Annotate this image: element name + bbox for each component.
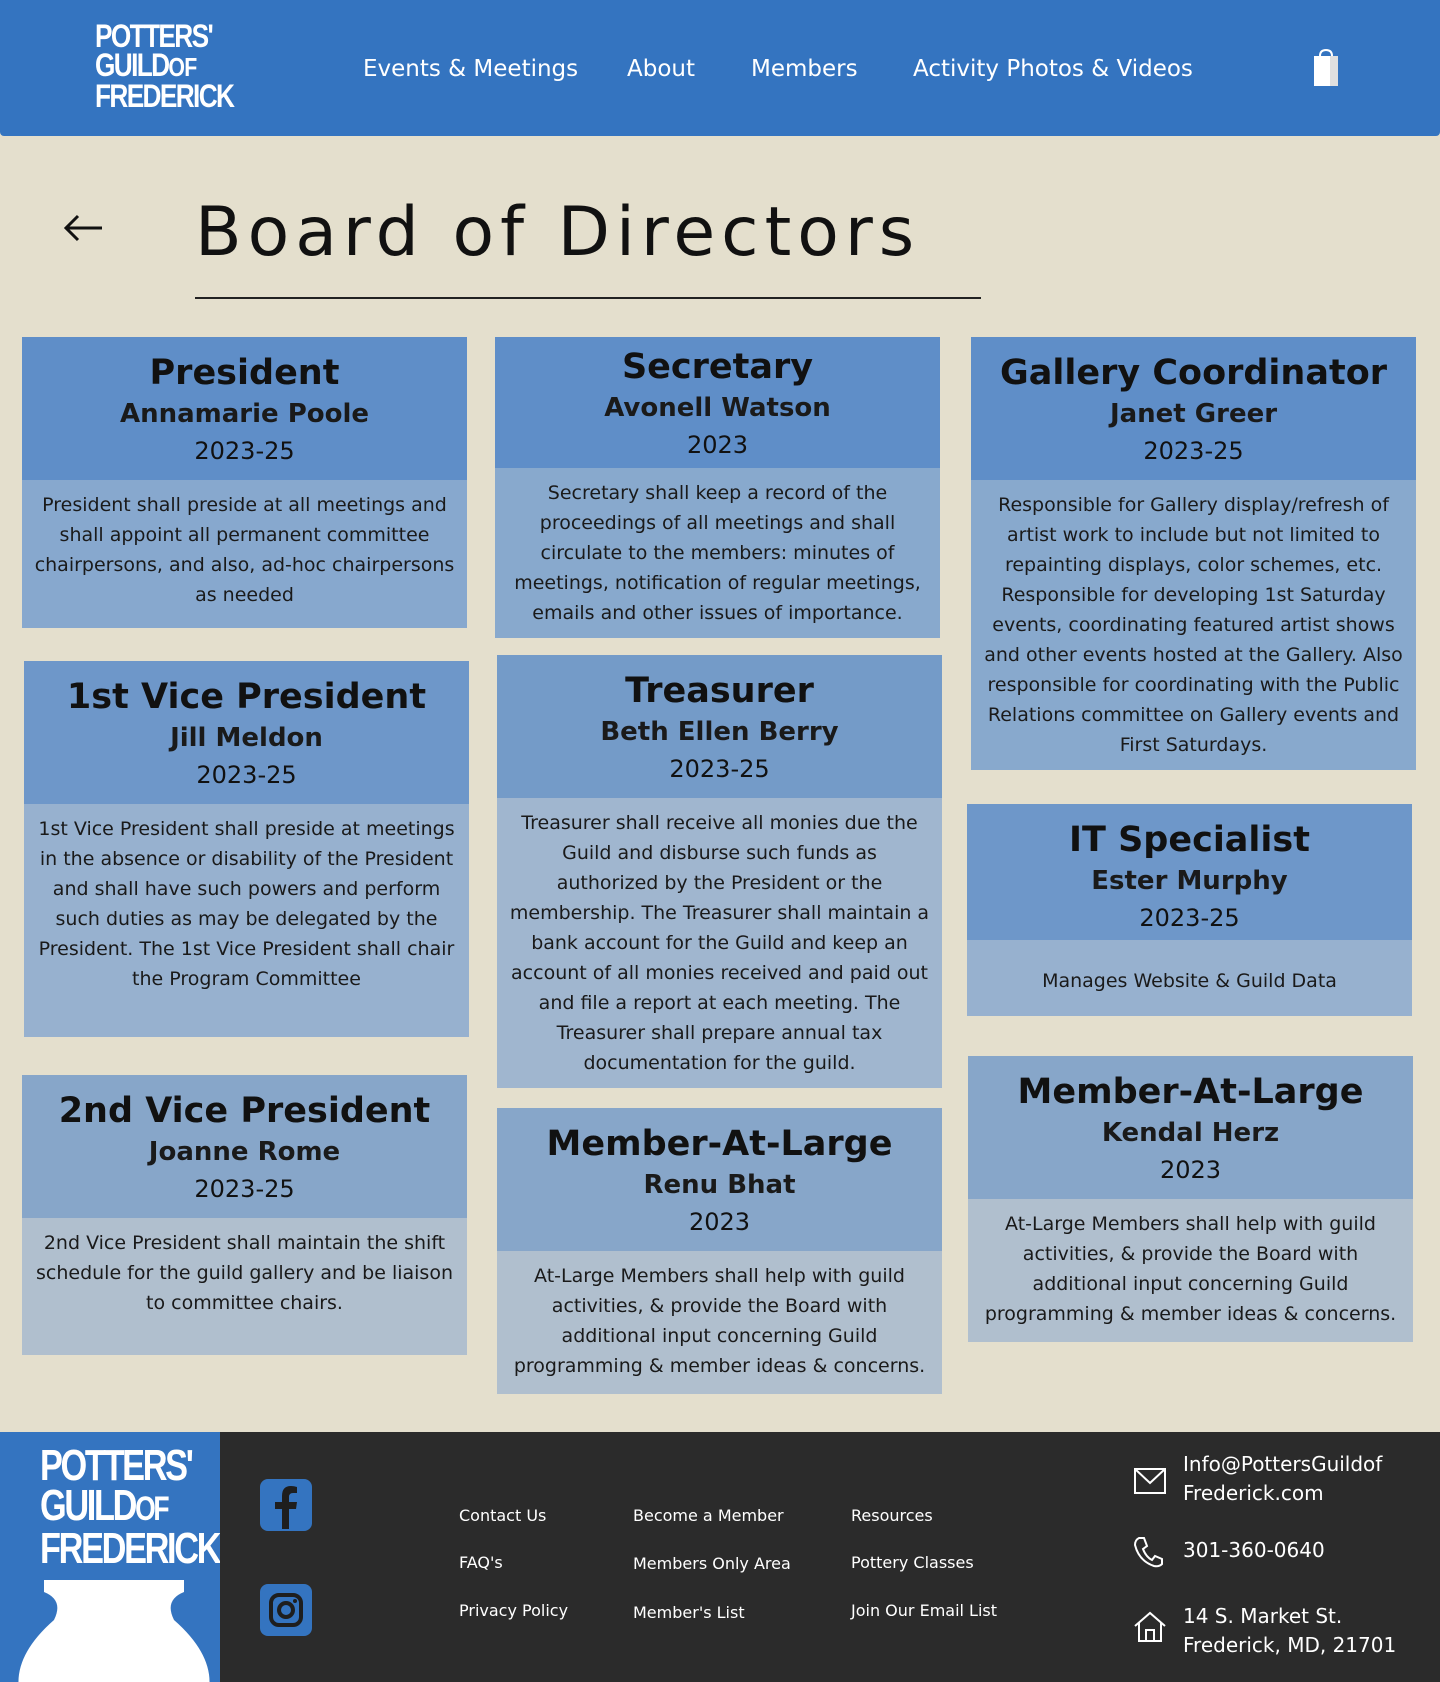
card-role: Treasurer bbox=[625, 671, 814, 711]
card-term: 2023-25 bbox=[1143, 437, 1244, 465]
footer-link-members-list[interactable]: Member's List bbox=[633, 1603, 745, 1622]
footer-link-contact-us[interactable]: Contact Us bbox=[459, 1506, 547, 1525]
card-role: 2nd Vice President bbox=[58, 1091, 431, 1131]
board-card-1st-vice-president bbox=[24, 661, 469, 1037]
card-name: Kendal Herz bbox=[1101, 1118, 1280, 1148]
footer-logo-line-3: FREDERICK bbox=[40, 1524, 220, 1573]
card-term: 2023-25 bbox=[1139, 904, 1240, 932]
card-header bbox=[497, 655, 942, 798]
card-header bbox=[968, 1056, 1413, 1199]
logo-line-3: FREDERICK bbox=[95, 78, 234, 114]
card-description: Manages Website & Guild Data bbox=[967, 940, 1412, 1016]
footer-logo-line-1: POTTERS' bbox=[40, 1441, 192, 1490]
nav-about[interactable]: About bbox=[627, 56, 696, 82]
back-arrow-icon[interactable] bbox=[62, 210, 106, 246]
card-header bbox=[497, 1108, 942, 1251]
site-footer bbox=[0, 1432, 1440, 1682]
card-name: Joanne Rome bbox=[148, 1137, 341, 1167]
card-name: Jill Meldon bbox=[170, 723, 323, 753]
card-header bbox=[967, 804, 1412, 940]
card-term: 2023-25 bbox=[194, 1175, 295, 1203]
nav-events-meetings[interactable]: Events & Meetings bbox=[363, 56, 579, 82]
footer-link-members-only-area[interactable]: Members Only Area bbox=[633, 1554, 791, 1573]
address-line-1: 14 S. Market St. bbox=[1183, 1604, 1343, 1628]
footer-email[interactable] bbox=[1183, 1450, 1382, 1508]
footer-logo[interactable] bbox=[0, 1432, 220, 1682]
logo-line-1: POTTERS' bbox=[95, 18, 213, 54]
card-term: 2023 bbox=[686, 431, 749, 459]
footer-link-become-member[interactable]: Become a Member bbox=[633, 1506, 784, 1525]
email-line-1: Info@PottersGuildof bbox=[1183, 1452, 1383, 1476]
card-name: Janet Greer bbox=[1109, 399, 1278, 429]
card-term: 2023-25 bbox=[196, 761, 297, 789]
card-header bbox=[24, 661, 469, 804]
footer-link-privacy-policy[interactable]: Privacy Policy bbox=[459, 1601, 569, 1620]
site-logo[interactable] bbox=[95, 18, 234, 114]
card-name: Renu Bhat bbox=[643, 1170, 796, 1200]
card-header bbox=[22, 1075, 467, 1218]
board-card-president bbox=[22, 337, 467, 628]
footer-link-join-email-list[interactable]: Join Our Email List bbox=[851, 1601, 998, 1620]
card-term: 2023 bbox=[688, 1208, 751, 1236]
card-role: Member-At-Large bbox=[546, 1124, 893, 1164]
facebook-icon[interactable] bbox=[260, 1479, 312, 1531]
shopping-bag-icon[interactable] bbox=[1311, 48, 1341, 88]
phone-icon bbox=[1133, 1536, 1163, 1568]
footer-address bbox=[1183, 1602, 1396, 1660]
footer-phone[interactable]: 301-360-0640 bbox=[1183, 1538, 1325, 1562]
board-card-2nd-vice-president bbox=[22, 1075, 467, 1355]
card-description: 2nd Vice President shall maintain the shift schedule for the guild gallery and be liaison to committee chairs. bbox=[22, 1218, 467, 1355]
footer-link-pottery-classes[interactable]: Pottery Classes bbox=[851, 1553, 974, 1572]
page-title: Board of Directors bbox=[195, 193, 921, 272]
board-card-secretary bbox=[495, 337, 940, 638]
card-role: 1st Vice President bbox=[66, 677, 427, 717]
card-term: 2023-25 bbox=[194, 437, 295, 465]
card-role: President bbox=[149, 353, 340, 393]
instagram-icon[interactable] bbox=[260, 1584, 312, 1636]
card-description: At-Large Members shall help with guild activities, & provide the Board with additional input concerning Guild programming & member ideas & concerns. bbox=[968, 1199, 1413, 1342]
card-name: Beth Ellen Berry bbox=[600, 717, 839, 747]
home-icon bbox=[1133, 1610, 1167, 1644]
site-header bbox=[0, 0, 1440, 136]
card-description: Secretary shall keep a record of the proceedings of all meetings and shall circulate to the members: minutes of meetings, notification of regular meetings, emails and other issues of importance. bbox=[495, 468, 940, 638]
card-role: IT Specialist bbox=[1068, 820, 1310, 860]
card-name: Ester Murphy bbox=[1091, 866, 1288, 896]
board-card-member-at-large-1 bbox=[497, 1108, 942, 1394]
footer-logo-line-2: GUILDOF bbox=[40, 1481, 168, 1530]
email-line-2: Frederick.com bbox=[1183, 1481, 1324, 1505]
card-role: Member-At-Large bbox=[1017, 1072, 1364, 1112]
nav-members[interactable]: Members bbox=[751, 56, 858, 82]
card-role: Gallery Coordinator bbox=[1000, 353, 1387, 393]
nav-activity-photos-videos[interactable]: Activity Photos & Videos bbox=[913, 56, 1193, 82]
footer-logo-text bbox=[40, 1441, 220, 1573]
card-header bbox=[971, 337, 1416, 480]
card-description: 1st Vice President shall preside at meetings in the absence or disability of the President and shall have such powers and perform such duties as may be delegated by the President. The 1st Vice President shall chair the Program Committee bbox=[24, 804, 469, 1037]
card-description: Responsible for Gallery display/refresh of artist work to include but not limited to repainting displays, color schemes, etc. Responsible for developing 1st Saturday events, coordinating featured artist shows and other events hosted at the Gallery. Also responsible for coordinating with the Public Relations committee on Gallery events and First Saturdays. bbox=[971, 480, 1416, 770]
card-header bbox=[22, 337, 467, 480]
title-divider bbox=[195, 297, 981, 299]
logo-line-2: GUILDOF bbox=[95, 47, 197, 83]
footer-link-faqs[interactable]: FAQ's bbox=[459, 1553, 503, 1572]
card-description: President shall preside at all meetings and shall appoint all permanent committee chairpersons, and also, ad-hoc chairpersons as needed bbox=[22, 480, 467, 628]
card-name: Avonell Watson bbox=[604, 393, 831, 423]
card-header bbox=[495, 337, 940, 468]
board-card-member-at-large-2 bbox=[968, 1056, 1413, 1342]
board-card-treasurer bbox=[497, 655, 942, 1088]
card-name: Annamarie Poole bbox=[119, 399, 370, 429]
card-description: At-Large Members shall help with guild activities, & provide the Board with additional input concerning Guild programming & member ideas & concerns. bbox=[497, 1251, 942, 1394]
card-description: Treasurer shall receive all monies due the Guild and disburse such funds as authorized by the President or the membership. The Treasurer shall maintain a bank account for the Guild and keep an account of all monies received and paid out and file a report at each meeting. The Treasurer shall prepare annual tax documentation for the guild. bbox=[497, 798, 942, 1088]
mail-icon bbox=[1133, 1466, 1167, 1496]
card-term: 2023-25 bbox=[669, 755, 770, 783]
board-card-it-specialist bbox=[967, 804, 1412, 1016]
card-term: 2023 bbox=[1159, 1156, 1222, 1184]
card-role: Secretary bbox=[621, 347, 814, 387]
footer-link-resources[interactable]: Resources bbox=[851, 1506, 933, 1525]
vase-icon bbox=[14, 1580, 214, 1682]
address-line-2: Frederick, MD, 21701 bbox=[1183, 1633, 1397, 1657]
board-card-gallery-coordinator bbox=[971, 337, 1416, 770]
